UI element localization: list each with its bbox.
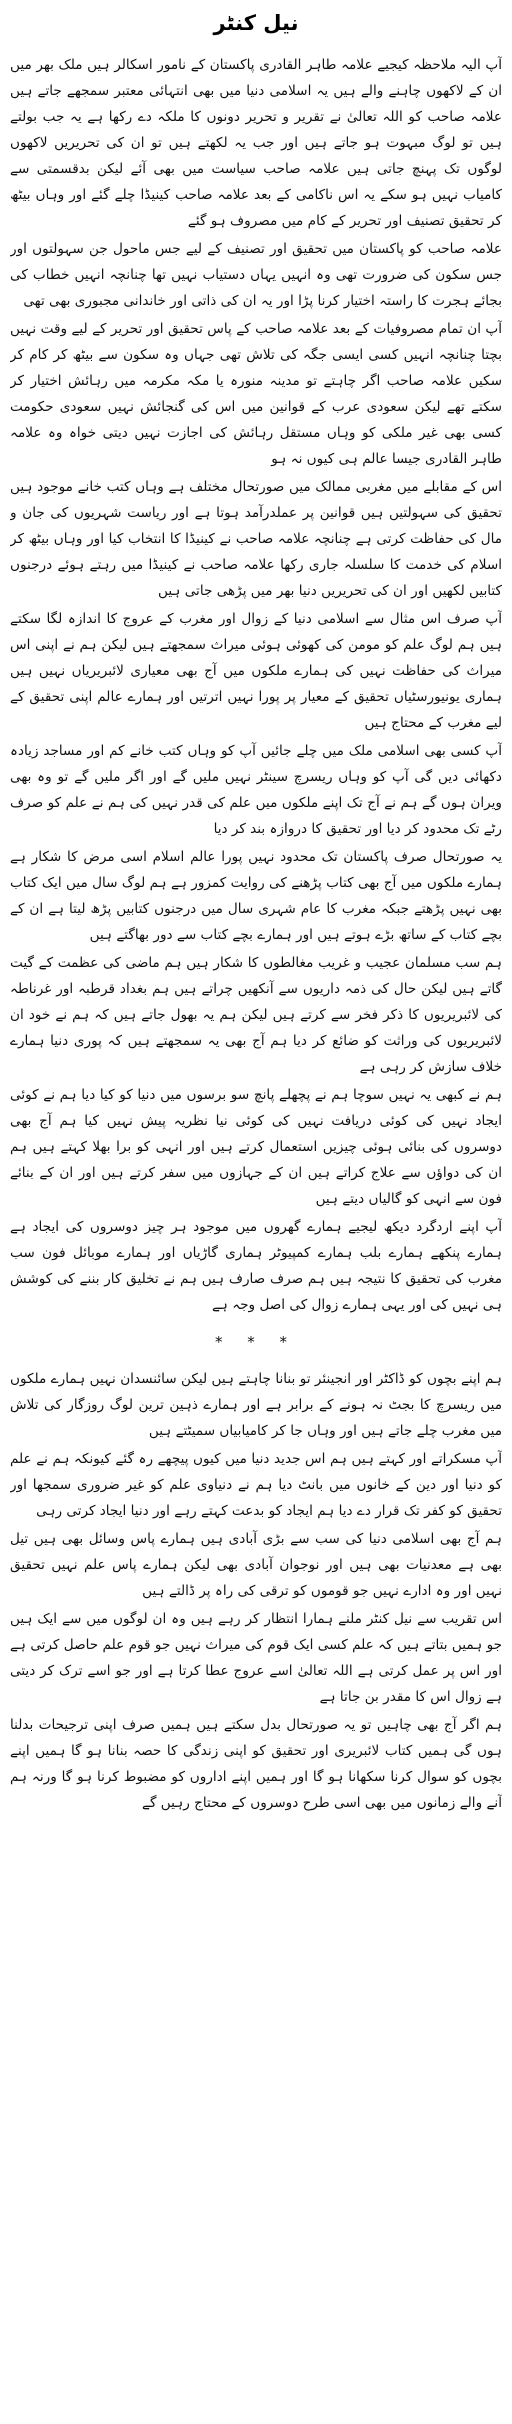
article-paragraph: آپ الیہ ملاحظہ کیجیے علامہ طاہر القادری پاکستان کے نامور اسکالر ہیں ملک بھر میں ان کے لاکھوں چاہنے والے ہیں یہ اسلامی دنیا میں بھی انتہائی معتبر سمجھے جاتے ہیں علامہ صاحب کو اللہ تعالیٰ نے تقریر و تحریر دونوں کا ملکہ دے رکھا ہے یہ جب بولتے ہیں تو لوگ مبہوت ہو جاتے ہیں اور جب یہ لکھتے ہیں تو ان کی تحریریں لاکھوں لوگوں تک پہنچ جاتی ہیں علامہ صاحب سیاست میں بھی آئے لیکن بدقسمتی سے کامیاب نہیں ہو سکے یہ اس ناکامی کے بعد علامہ صاحب کینیڈا چلے گئے اور وہاں بیٹھ کر تحقیق تصنیف اور تحریر کے کام میں مصروف ہو گئے — [10, 57, 502, 229]
article-paragraph: ہم نے کبھی یہ نہیں سوچا ہم نے پچھلے پانچ سو برسوں میں دنیا کو کیا دیا ہم نے کوئی ایجاد نہیں کی کوئی دریافت نہیں کی کوئی نیا نظریہ پیش نہیں کیا ہم آج بھی دوسروں کی بنائی ہوئی چیزیں استعمال کرتے ہیں اور انہی کو برا بھلا کہتے ہیں ہم ان کی دواؤں سے علاج کراتے ہیں ان کے جہازوں میں سفر کرتے ہیں اور ان کے بنائے فون سے انہی کو گالیاں دیتے ہیں — [10, 1087, 502, 1207]
article-paragraph: ہم اگر آج بھی چاہیں تو یہ صورتحال بدل سکتے ہیں ہمیں صرف اپنی ترجیحات بدلنا ہوں گی ہمیں کتاب لائبریری اور تحقیق کو اپنی زندگی کا حصہ بنانا ہو گا ہمیں اپنے بچوں کو سوال کرنا سکھانا ہو گا اور ہمیں اپنے اداروں کو مضبوط کرنا ہو گا ورنہ ہم آنے والے زمانوں میں بھی اسی طرح دوسروں کے محتاج رہیں گے — [10, 1717, 502, 1811]
article-paragraph: آپ اپنے اردگرد دیکھ لیجیے ہمارے گھروں میں موجود ہر چیز دوسروں کی ایجاد ہے ہمارے پنکھے ہمارے بلب ہمارے کمپیوٹر ہماری گاڑیاں اور ہمارے موبائل فون سب مغرب کی تحقیق کا نتیجہ ہیں ہم صرف صارف ہیں ہم نے تخلیق کار بننے کی کوشش ہی نہیں کی اور یہی ہمارے زوال کی اصل وجہ ہے — [10, 1219, 502, 1313]
section-divider: * * * — [214, 1333, 298, 1351]
article-title: نیل کنٹر — [213, 11, 299, 35]
article-paragraph: آپ کسی بھی اسلامی ملک میں چلے جائیں آپ کو وہاں کتب خانے کم اور مساجد زیادہ دکھائی دیں گی آپ کو وہاں ریسرچ سینٹر نہیں ملیں گے اور اگر ملیں گے تو وہ بھی ویران ہوں گے ہم نے آج تک اپنے ملکوں میں علم کی قدر نہیں کی ہم نے علم کو صرف رٹے تک محدود کر دیا اور تحقیق کا دروازہ بند کر دیا — [10, 743, 502, 837]
article-paragraph: اس کے مقابلے میں مغربی ممالک میں صورتحال مختلف ہے وہاں کتب خانے موجود ہیں تحقیق کی سہولتیں ہیں قوانین پر عملدرآمد ہوتا ہے اور ریاست شہریوں کی جان و مال کی حفاظت کرتی ہے چنانچہ علامہ صاحب نے کینیڈا کا انتخاب کیا اور وہاں بیٹھ کر اسلام کی خدمت کا سلسلہ جاری رکھا علامہ صاحب نے کینیڈا میں رہتے ہوئے درجنوں کتابیں لکھیں اور ان کی تحریریں دنیا بھر میں پڑھی جاتی ہیں — [10, 479, 502, 599]
article-paragraph: آپ ان تمام مصروفیات کے بعد علامہ صاحب کے پاس تحقیق اور تحریر کے لیے وقت نہیں بچتا چنانچہ انہیں کسی ایسی جگہ کی تلاش تھی جہاں وہ سکون سے بیٹھ کر کام کر سکیں علامہ صاحب اگر چاہتے تو مدینہ منورہ یا مکہ مکرمہ میں رہائش اختیار کر سکتے تھے لیکن سعودی عرب کے قوانین میں اس کی گنجائش نہیں سعودی حکومت کسی بھی غیر ملکی کو وہاں مستقل رہائش کی اجازت نہیں دیتی خواہ وہ علامہ طاہر القادری جیسا عالم ہی کیوں نہ ہو — [10, 321, 502, 467]
article-paragraph: آپ مسکراتے اور کہتے ہیں ہم اس جدید دنیا میں کیوں پیچھے رہ گئے کیونکہ ہم نے علم کو دنیا اور دین کے خانوں میں بانٹ دیا ہم نے دنیاوی علم کو غیر ضروری سمجھا اور تحقیق کو کفر تک قرار دے دیا ہم ایجاد کو بدعت کہتے رہے اور دنیا ایجاد کرتی رہی — [10, 1451, 502, 1519]
article-paragraph: ہم اپنے بچوں کو ڈاکٹر اور انجینئر تو بنانا چاہتے ہیں لیکن سائنسدان نہیں ہمارے ملکوں میں ریسرچ کا بجٹ نہ ہونے کے برابر ہے اور ہمارے ذہین ترین لوگ روزگار کی تلاش میں مغرب چلے جاتے ہیں اور وہاں جا کر کامیابیاں سمیٹتے ہیں — [10, 1371, 502, 1439]
article-paragraph: ہم سب مسلمان عجیب و غریب مغالطوں کا شکار ہیں ہم ماضی کی عظمت کے گیت گاتے ہیں لیکن حال کی ذمہ داریوں سے آنکھیں چراتے ہیں ہم بغداد قرطبہ اور غرناطہ کی لائبریریوں کا ذکر فخر سے کرتے ہیں لیکن ہم یہ بھول جاتے ہیں کہ ہم نے خود ان لائبریریوں کی وراثت کو ضائع کر دیا ہم آج بھی یہ سمجھتے ہیں کہ پوری دنیا ہمارے خلاف سازش کر رہی ہے — [10, 955, 502, 1075]
article-paragraph: یہ صورتحال صرف پاکستان تک محدود نہیں پورا عالم اسلام اسی مرض کا شکار ہے ہمارے ملکوں میں آج بھی کتاب پڑھنے کی روایت کمزور ہے ہم لوگ سال میں ایک کتاب بھی نہیں پڑھتے جبکہ مغرب کا عام شہری سال میں درجنوں کتابیں پڑھ لیتا ہے ان کے بچے کتاب کے ساتھ بڑے ہوتے ہیں اور ہمارے بچے کتاب سے دور بھاگتے ہیں — [10, 849, 502, 943]
article-paragraph: علامہ صاحب کو پاکستان میں تحقیق اور تصنیف کے لیے جس ماحول جن سہولتوں اور جس سکون کی ضرورت تھی وہ انہیں یہاں دستیاب نہیں تھا چنانچہ انہیں خطاب کی بجائے ہجرت کا راستہ اختیار کرنا پڑا اور یہ ان کی ذاتی اور خاندانی مجبوری بھی تھی — [10, 241, 502, 309]
article-paragraph: ہم آج بھی اسلامی دنیا کی سب سے بڑی آبادی ہیں ہمارے پاس وسائل بھی ہیں تیل بھی ہے معدنیات بھی ہیں اور نوجوان آبادی بھی لیکن ہمارے پاس علم نہیں تحقیق نہیں اور وہ ادارے نہیں جو قوموں کو ترقی کی راہ پر ڈالتے ہیں — [10, 1531, 502, 1599]
article-paragraph: اس تقریب سے نیل کنٹر ملنے ہمارا انتظار کر رہے ہیں وہ ان لوگوں میں سے ایک ہیں جو ہمیں بتاتے ہیں کہ علم کسی ایک قوم کی میراث نہیں جو قوم علم حاصل کرتی ہے اور اس پر عمل کرتی ہے اللہ تعالیٰ اسے عروج عطا کرتا ہے اور جو اسے ترک کر دیتی ہے زوال اس کا مقدر بن جاتا ہے — [10, 1611, 502, 1705]
article-body — [10, 52, 502, 2418]
article-paragraph: آپ صرف اس مثال سے اسلامی دنیا کے زوال اور مغرب کے عروج کا اندازہ لگا سکتے ہیں ہم لوگ علم کو مومن کی کھوئی ہوئی میراث سمجھتے ہیں لیکن ہم نے اپنی اس میراث کی حفاظت نہیں کی ہمارے ملکوں میں آج بھی معیاری لائبریریاں نہیں ہیں ہماری یونیورسٹیاں تحقیق کے معیار پر پورا نہیں اترتیں اور ہمارے عالم اپنی تحقیق کے لیے مغرب کے محتاج ہیں — [10, 611, 502, 731]
